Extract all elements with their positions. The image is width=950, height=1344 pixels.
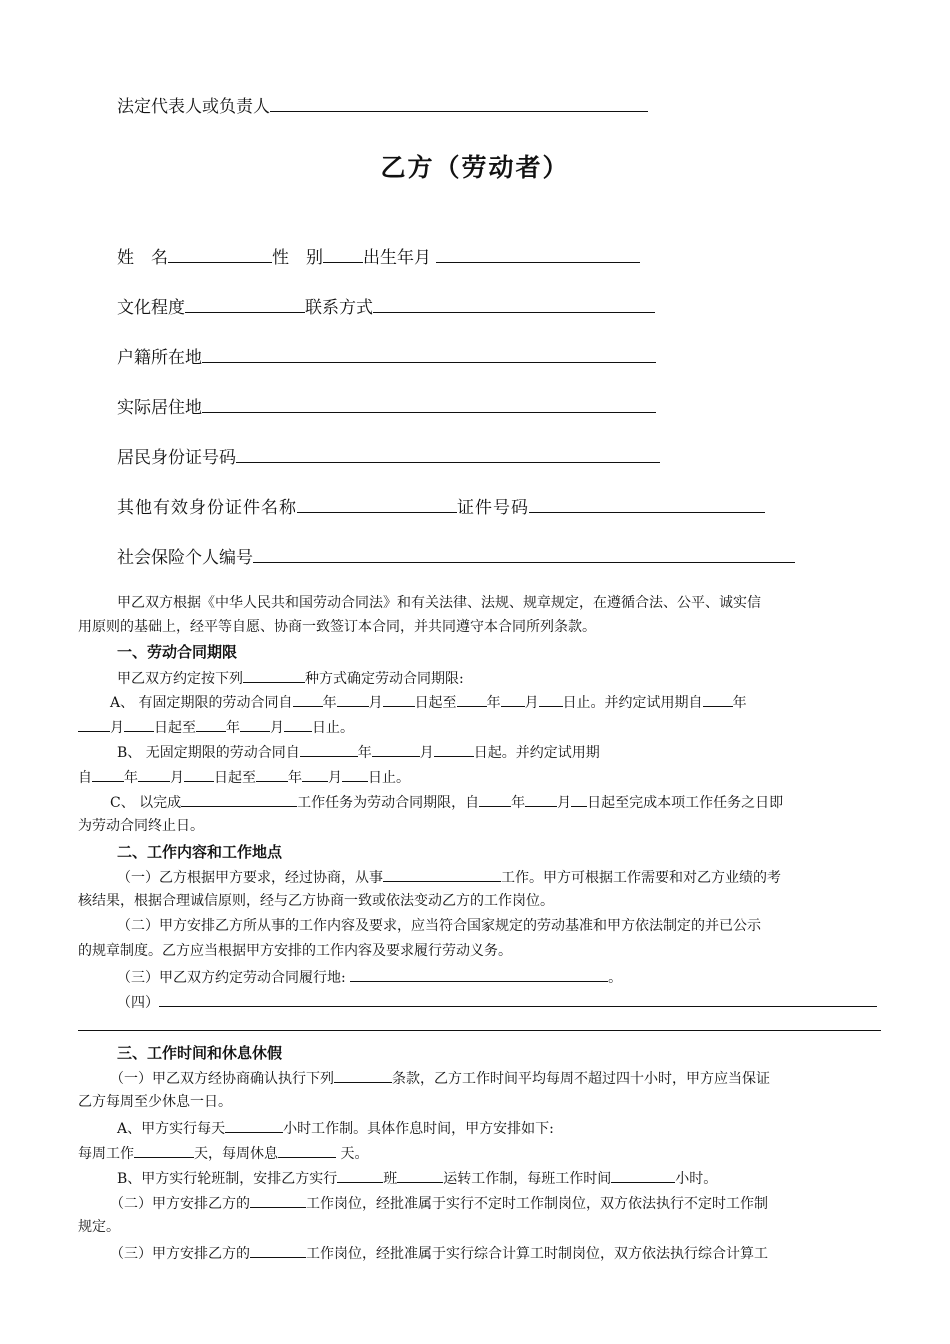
blank[interactable] [196,716,226,732]
blank[interactable] [124,716,154,732]
id-number-blank[interactable] [236,447,660,463]
section-2-heading: 二、工作内容和工作地点 [117,843,283,861]
id-number-label: 居民身份证号码 [117,448,236,468]
education-label: 文化程度 [117,298,185,318]
blank[interactable] [457,691,487,707]
blank[interactable] [293,691,323,707]
section-3-a: A、甲方实行每天 小时工作制。具体作息时间，甲方安排如下: [117,1117,554,1139]
section-2-p2-line-1: （二）甲方安排乙方所从事的工作内容及要求，应当符合国家规定的劳动基准和甲方依法制定的并已公示 [117,918,761,934]
blank[interactable] [184,766,214,782]
term-type-blank[interactable] [243,667,305,683]
section-2-p2-line-2: 的规章制度。乙方应当根据甲方安排的工作内容及要求履行劳动义务。 [78,943,512,959]
open-term-line-2: 自 年 月 日起至 年 月 日止。 [78,766,410,788]
social-security-blank[interactable] [253,547,795,563]
cert-number-blank[interactable] [529,497,765,513]
blank[interactable] [571,791,587,807]
section-3-b: B、甲方实行轮班制，安排乙方实行 班 运转工作制，每班工作时间 小时。 [117,1167,717,1189]
blank[interactable] [383,691,415,707]
birth-label: 出生年月 [363,248,431,268]
party-b-title: 乙方（劳动者） [380,153,570,182]
blank[interactable] [138,766,170,782]
work-days-blank[interactable] [134,1142,194,1158]
rotation-blank[interactable] [397,1167,443,1183]
section-3-p1-line-2: 乙方每周至少休息一日。 [78,1094,232,1110]
blank[interactable] [539,691,563,707]
clause-choice-blank[interactable] [334,1067,392,1083]
blank[interactable] [256,766,288,782]
hukou-row [117,343,656,368]
section-2-p3: （三）甲乙双方约定劳动合同履行地: 。 [117,966,622,988]
section-1-heading: 一、劳动合同期限 [117,643,238,661]
section-3-week: 每周工作 天，每周休息 天。 [78,1142,368,1164]
section-3-p2-line-2: 规定。 [78,1219,120,1235]
task-term-line-1: C、 以完成 工作任务为劳动合同期限，自 年 月 日起至完成本项工作任务之日即 [110,791,783,813]
gender-blank[interactable] [323,247,363,263]
other-clause-rule[interactable] [78,1030,881,1031]
section-2-p4: （四） [117,991,877,1013]
blank[interactable] [703,691,733,707]
name-label: 姓 名 [117,248,168,268]
hukou-blank[interactable] [202,347,656,363]
blank[interactable] [479,791,511,807]
section-1-intro: 甲乙双方约定按下列 种方式确定劳动合同期限: [117,667,464,689]
open-term-line-1: B、 无固定期限的劳动合同自 年 月 日起。并约定试用期 [117,741,600,763]
daily-hours-blank[interactable] [225,1117,283,1133]
fixed-term-line-1: A、 有固定期限的劳动合同自 年 月 日起至 年 月 日止。并约定试用期自 年 [110,691,747,713]
contact-blank[interactable] [373,297,655,313]
other-id-row [117,493,765,518]
section-3-heading: 三、工作时间和休息休假 [117,1044,283,1062]
blank[interactable] [92,766,124,782]
residence-blank[interactable] [202,397,656,413]
blank[interactable] [284,716,312,732]
section-2-p1-line-1: （一）乙方根据甲方要求，经过协商，从事 工作。甲方可根据工作需要和对乙方业绩的考 [117,866,781,888]
section-2-p1-line-2: 核结果，根据合理诚信原则，经与乙方协商一致或依法变动乙方的工作岗位。 [78,893,554,909]
legal-rep-label: 法定代表人或负责人 [117,97,270,117]
birth-blank[interactable] [436,247,640,263]
other-id-name-label: 其他有效身份证件名称 [117,498,297,518]
education-contact-row [117,293,655,318]
other-id-name-blank[interactable] [297,497,457,513]
cert-number-label: 证件号码 [457,498,529,518]
name-gender-birth-row [117,243,640,268]
comprehensive-post-blank[interactable] [250,1242,306,1258]
section-3-p3-line-1: （三）甲方安排乙方的 工作岗位，经批准属于实行综合计算工时制岗位，双方依法执行综合计算工 [110,1242,768,1264]
shift-hours-blank[interactable] [611,1167,675,1183]
contact-label: 联系方式 [305,298,373,318]
legal-rep-line [117,92,648,117]
legal-rep-blank[interactable] [270,96,648,112]
blank[interactable] [302,766,328,782]
gender-label: 性 别 [272,248,323,268]
intro-line-2: 用原则的基础上，经平等自愿、协商一致签订本合同，并共同遵守本合同所列条款。 [78,619,596,635]
rest-days-blank[interactable] [278,1142,336,1158]
residence-row [117,393,656,418]
education-blank[interactable] [185,297,305,313]
blank[interactable] [78,716,110,732]
blank[interactable] [337,691,369,707]
residence-label: 实际居住地 [117,398,202,418]
shift-count-blank[interactable] [337,1167,383,1183]
flex-post-blank[interactable] [250,1192,306,1208]
intro-line-1: 甲乙双方根据《中华人民共和国劳动合同法》和有关法律、法规、规章规定，在遵循合法、公平、诚实信 [117,595,761,611]
hukou-label: 户籍所在地 [117,348,202,368]
name-blank[interactable] [168,247,272,263]
work-location-blank[interactable] [350,966,608,982]
blank[interactable] [372,741,420,757]
fixed-term-line-2: 月 日起至 年 月 日止。 [78,716,354,738]
social-security-row [117,543,795,568]
blank[interactable] [300,741,358,757]
social-security-label: 社会保险个人编号 [117,548,253,568]
blank[interactable] [501,691,525,707]
blank[interactable] [525,791,557,807]
blank[interactable] [240,716,270,732]
section-3-p2-line-1: （二）甲方安排乙方的 工作岗位，经批准属于实行不定时工作制岗位，双方依法执行不定时工作制 [110,1192,768,1214]
job-blank[interactable] [383,866,501,882]
other-clause-blank[interactable] [159,991,877,1007]
id-number-row [117,443,660,468]
section-3-p1-line-1: （一）甲乙双方经协商确认执行下列 条款，乙方工作时间平均每周不超过四十小时，甲方应当保证 [110,1067,770,1089]
blank[interactable] [342,766,368,782]
blank[interactable] [434,741,474,757]
task-term-line-2: 为劳动合同终止日。 [78,818,204,834]
task-blank[interactable] [181,791,297,807]
